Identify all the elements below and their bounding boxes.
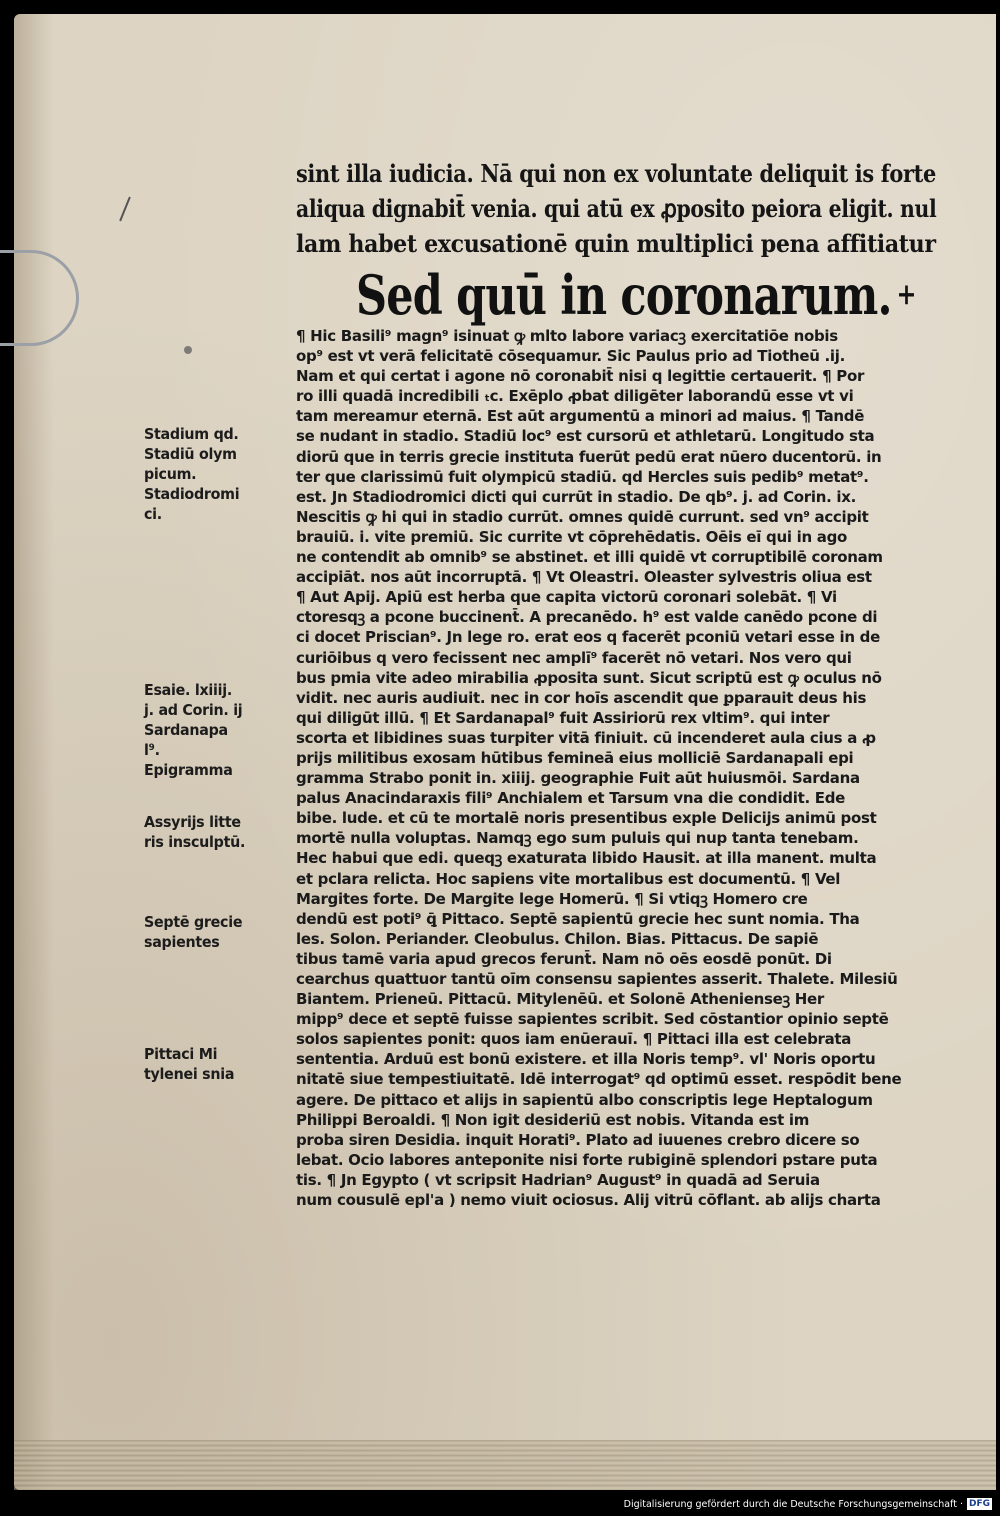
commentary-line: op⁹ est vt verā felicitatē cōsequamur. Sic Paulus prio ad Tiotheū .ij. xyxy=(296,347,845,366)
commentary-line: num cousulē epl'a ) nemo viuit ociosus. Alij vitrū cōflant. ab alijs charta xyxy=(296,1191,881,1210)
commentary-line: agere. De pittaco et alijs in sapientū albo conscriptis lege Heptalogum xyxy=(296,1090,873,1109)
commentary-line: palus Anacindaraxis fili⁹ Anchialem et Tarsum vna die condidit. Ede xyxy=(296,789,846,808)
note-line: Stadium qd. xyxy=(144,425,239,443)
commentary-line: Margites forte. De Margite lege Homerū. ¶ Si vtiqꝫ Homero cre xyxy=(296,889,808,908)
dfg-logo: DFG xyxy=(968,1499,990,1509)
commentary-line: est. Jn Stadiodromici dicti qui currūt in stadio. De qb⁹. j. ad Corin. ix. xyxy=(296,487,857,506)
note-line: Assyrijs litte xyxy=(144,813,241,831)
commentary-line: bibe. lude. et cū te mortalē noris presentibus exple Delicijs animū post xyxy=(296,809,877,828)
note-line: Stadiodromi xyxy=(144,485,240,503)
commentary-line: Nescitis ꝙ hi qui in stadio currūt. omnes quidē currunt. sed vn⁹ accipit xyxy=(296,507,869,526)
commentary-line: tam mereamur eternā. Est aūt argumentū a minori ad maius. ¶ Tandē xyxy=(296,407,865,426)
marginal-note xyxy=(144,680,294,780)
opening-line: sint illa iudicia. Nā qui non ex voluntate deliquit is forte xyxy=(296,159,936,188)
marginal-note xyxy=(144,812,294,852)
commentary-line: dendū est poti⁹ ꝗ̄ Pittaco. Septē sapientū grecie hec sunt nomia. Tha xyxy=(296,909,860,928)
note-line: Sardanapa xyxy=(144,721,228,739)
heading-text: Sed quū in coronarum. xyxy=(356,263,892,327)
note-line: Pittaci Mi xyxy=(144,1045,218,1063)
marginal-note xyxy=(144,1044,294,1084)
opening-line: lam habet excusationē quin multiplici pena affitiatur xyxy=(296,229,936,258)
commentary-line: ctoresqꝫ a pcone buccinent̄. A precanēdo. h⁹ est valde canēdo pcone di xyxy=(296,608,878,627)
note-line: Esaie. lxiiij. xyxy=(144,681,232,699)
commentary-line: Philippi Beroaldi. ¶ Non igit desideriū est nobis. Vitanda est im xyxy=(296,1110,810,1129)
note-line: ci. xyxy=(144,505,162,523)
heading-mark: + xyxy=(896,277,916,312)
commentary-line: tis. ¶ Jn Egypto ( vt scripsit Hadrian⁹ August⁹ in quadā ad Seruia xyxy=(296,1170,820,1189)
commentary-line: et pclara relicta. Hoc sapiens vite mortalibus est documentū. ¶ Vel xyxy=(296,869,841,888)
commentary-line: mipp⁹ dece et septē fuisse sapientes scribit. Sed cōstantior opinio septē xyxy=(296,1010,889,1029)
opening-line: aliqua dignabit̄ venia. qui atū ex ꝓposito peiora eligit. nul xyxy=(296,194,937,223)
commentary-line: lebat. Ocio labores anteponite nisi forte rubiginē splendori pstare puta xyxy=(296,1150,878,1169)
commentary-line: sententia. Arduū est bonū existere. et illa Noris temp⁹. vl' Noris oportu xyxy=(296,1050,876,1069)
commentary-line: diorū que in terris grecie instituta fuerūt pedū erat nūero ducentorū. in xyxy=(296,447,882,466)
funding-credit: Digitalisierung gefördert durch die Deutsche Forschungsgemeinschaft · xyxy=(623,1498,963,1510)
commentary-line: prijs militibus exosam hūtibus femineā eius molliciē Sardanapali epi xyxy=(296,748,854,767)
commentary-line: nitatē siue tempestiuitatē. Idē interrogat⁹ qd optimū esset. respōdit bene xyxy=(296,1070,902,1089)
commentary-line: bus pmia vite adeo mirabilia ꝓposita sunt. Sicut scriptū est ꝙ oculus nō xyxy=(296,668,882,687)
note-line: picum. xyxy=(144,465,197,483)
note-line: tylenei snia xyxy=(144,1065,235,1083)
note-line: Septē grecie xyxy=(144,913,243,931)
commentary-line: solos sapientes ponit: quos iam enūerauī. ¶ Pittaci illa est celebrata xyxy=(296,1030,852,1049)
commentary-line: Biantem. Prieneū. Pittacū. Mitylenēū. et Solonē Athenienseꝫ Her xyxy=(296,990,825,1009)
section-heading xyxy=(356,264,916,326)
commentary-line: proba siren Desidia. inquit Horati⁹. Plato ad iuuenes crebro dicere so xyxy=(296,1130,860,1149)
commentary-line: ro illi quadā incredibili ₜc. Exēplo ꝓbat diligēter laborandū esse vt vi xyxy=(296,387,854,406)
note-line: sapientes xyxy=(144,933,220,951)
opening-lines xyxy=(296,156,936,261)
page-edges xyxy=(14,1440,996,1490)
commentary-line: ci docet Priscian⁹. Jn lege ro. erat eos q facerēt pconiū vetari esse in de xyxy=(296,628,880,647)
digitization-footer xyxy=(624,1497,992,1511)
note-line: l⁹. xyxy=(144,741,160,759)
commentary-line: ne contendit ab omnib⁹ se abstinet. et illi quidē vt corruptibilē coronam xyxy=(296,548,883,567)
commentary-line: accipiāt. nos aūt incorruptā. ¶ Vt Oleastri. Oleaster sylvestris oliua est xyxy=(296,568,872,587)
commentary-line: Nam et qui certat i agone nō coronabit̄ nisi q legittie certauerit. ¶ Por xyxy=(296,367,865,386)
commentary-line: ¶ Aut Apij. Apiū est herba que capita victorū coronari solebāt. ¶ Vi xyxy=(296,588,837,607)
note-line: Epigramma xyxy=(144,761,233,779)
commentary-line: scorta et libidines suas turpiter vitā finiuit. cū incenderet aula cius a ꝓ xyxy=(296,728,876,747)
commentary-line: ¶ Hic Basili⁹ magn⁹ isinuat ꝙ mlto labore variacꝫ exercitatiōe nobis xyxy=(296,327,838,345)
commentary-line: vidit. nec auris audiuit. nec in cor hoīs ascendit que ꝑparauit deus his xyxy=(296,688,867,707)
ink-spot xyxy=(184,346,192,354)
marginal-note xyxy=(144,424,294,524)
note-line: Stadiū olym xyxy=(144,445,237,463)
commentary-line: se nudant in stadio. Stadiū loc⁹ est cursorū et athletarū. Longitudo sta xyxy=(296,427,875,446)
commentary-text xyxy=(296,326,936,1210)
commentary-line: gramma Strabo ponit in. xiiij. geographie Fuit aūt huiusmōi. Sardana xyxy=(296,769,860,788)
commentary-line: cearchus quattuor tantū oīm consensu sapientes asserit. Thalete. Milesiū xyxy=(296,970,898,988)
marginal-note xyxy=(144,912,294,952)
commentary-line: qui diligūt illū. ¶ Et Sardanapal⁹ fuit Assiriorū rex vltim⁹. qui inter xyxy=(296,708,830,727)
commentary-line: Hec habui que edi. queqꝫ exaturata libido Hausit. at illa manent. multa xyxy=(296,849,877,868)
commentary-line: ter que clarissimū fuit olympicū stadiū. qd Hercles suis pedib⁹ metat⁹. xyxy=(296,467,869,486)
note-line: ris insculptū. xyxy=(144,833,246,851)
commentary-line: curiōibus q vero fecissent nec amplī⁹ facerēt nō vetari. Nos vero qui xyxy=(296,648,852,667)
commentary-line: mortē nulla voluptas. Namqꝫ ego sum puluis qui nup tanta tenebam. xyxy=(296,829,859,848)
commentary-line: tibus tamē varia apud grecos ferunt̄. Nam nō oēs eosdē ponūt. Di xyxy=(296,949,832,968)
commentary-line: brauiū. i. vite premiū. Sic currite vt cōprehēdatis. Oēis eī qui in ago xyxy=(296,527,848,546)
note-line: j. ad Corin. ij xyxy=(144,701,243,719)
commentary-line: les. Solon. Periander. Cleobulus. Chilon. Bias. Pittacus. De sapiē xyxy=(296,929,819,948)
